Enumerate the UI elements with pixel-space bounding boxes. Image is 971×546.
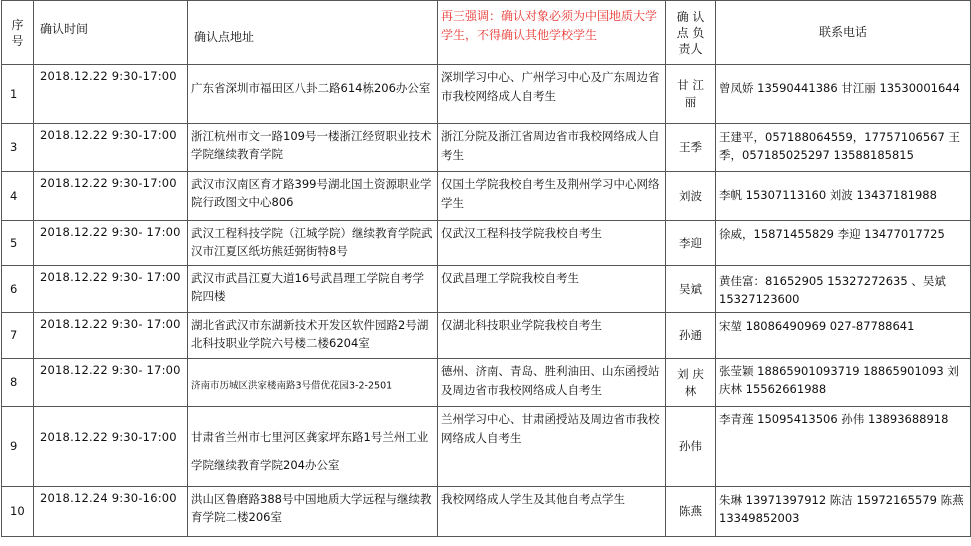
row-person: [666, 313, 716, 359]
row-time: 2018.12.22 9:30-17:00: [34, 172, 188, 221]
row-time: 2018.12.22 9:30-17:00: [34, 407, 188, 487]
table-row: [2, 487, 971, 537]
row-time: 2018.12.22 9:30-17:00: [34, 65, 188, 124]
row-address: 湖北省武汉市东湖新技术开发区软件园路2号湖北科技职业学院六号楼二楼6204室: [188, 313, 438, 359]
table-row: [2, 65, 971, 124]
row-scope: 我校网络成人学生及其他自考点学生: [438, 487, 666, 537]
row-scope: 仅武昌理工学院我校自考生: [438, 266, 666, 313]
table-row: [2, 313, 971, 359]
row-time: 2018.12.22 9:30-17:00: [34, 124, 188, 172]
row-person-text: 李迎: [679, 235, 702, 250]
row-no: 3: [2, 124, 34, 172]
row-person-text: 吴斌: [679, 281, 702, 296]
row-person-text: 孙伟: [679, 439, 702, 453]
row-time: 2018.12.22 9:30- 17:00: [34, 313, 188, 359]
row-person: [666, 65, 716, 124]
row-scope: 仅武汉工程科技学院我校自考生: [438, 221, 666, 266]
row-time: 2018.12.22 9:30- 17:00: [34, 221, 188, 266]
row-person: [666, 359, 716, 407]
row-person-text: 陈燕: [679, 504, 702, 518]
row-person: [666, 487, 716, 537]
row-phone: 张莹颖 18865901093719 18865901093 刘庆林 15562661988: [716, 359, 971, 407]
row-time: 2018.12.22 9:30- 17:00: [34, 359, 188, 407]
row-address: 武汉市汉南区育才路399号湖北国土资源职业学院行政图文中心806: [188, 172, 438, 221]
row-phone: 徐威，15871455829 李迎 13477017725: [716, 221, 971, 266]
header-no-text: 序 号: [11, 17, 24, 48]
table-row: [2, 172, 971, 221]
confirmation-table: [1, 0, 971, 537]
row-address: [188, 359, 438, 407]
table-row: [2, 266, 971, 313]
row-address-text: 济南市历城区洪家楼南路3号借优花园3-2-2501: [191, 380, 393, 392]
row-phone: 李青莲 15095413506 孙伟 13893688918: [716, 407, 971, 487]
row-no: 7: [2, 313, 34, 359]
table-row: [2, 407, 971, 487]
row-person-text: 王季: [679, 140, 702, 154]
row-scope: 浙江分院及浙江省周边省市我校网络成人自考生: [438, 124, 666, 172]
row-scope: 仅湖北科技职业学院我校自考生: [438, 313, 666, 359]
header-phone: 联系电话: [716, 1, 971, 65]
row-phone: 王建平，057188064559，17757106567 王季，057185025297 13588185815: [716, 124, 971, 172]
row-address: 广东省深圳市福田区八卦二路614栋206办公室: [188, 65, 438, 124]
row-no: 4: [2, 172, 34, 221]
row-phone: 黄佳富：81652905 15327272635 、吴斌 15327123600: [716, 266, 971, 313]
row-address: 浙江杭州市文一路109号一楼浙江经贸职业技术学院继续教育学院: [188, 124, 438, 172]
header-person: [666, 1, 716, 65]
row-phone: 李帆 15307113160 刘波 13437181988: [716, 172, 971, 221]
row-person-text: 孙通: [679, 328, 702, 342]
row-address: 甘肃省兰州市七里河区龚家坪东路1号兰州工业学院继续教育学院204办公室: [188, 407, 438, 487]
row-scope: 兰州学习中心、甘肃函授站及周边省市我校网络成人自考生: [438, 407, 666, 487]
row-scope: 深圳学习中心、广州学习中心及广东周边省市我校网络成人自考生: [438, 65, 666, 124]
table-row: [2, 124, 971, 172]
row-no: 6: [2, 266, 34, 313]
row-address: 武汉工程科技学院（江城学院）继续教育学院武汉市江夏区纸坊熊廷弼街特8号: [188, 221, 438, 266]
row-person: [666, 221, 716, 266]
row-time: 2018.12.24 9:30-16:00: [34, 487, 188, 537]
row-scope: 德州、济南、青岛、胜利油田、山东函授站及周边省市我校网络成人自考生: [438, 359, 666, 407]
row-person: [666, 266, 716, 313]
row-no: 1: [2, 65, 34, 124]
row-person: [666, 407, 716, 487]
row-no: 8: [2, 359, 34, 407]
row-person-text: 刘波: [679, 188, 702, 203]
row-time: 2018.12.22 9:30- 17:00: [34, 266, 188, 313]
header-address: 确认点地址: [188, 1, 438, 65]
row-no: 9: [2, 407, 34, 487]
row-phone: 朱琳 13971397912 陈洁 15972165579 陈燕 13349852003: [716, 487, 971, 537]
row-person-text: 刘 庆 林: [677, 366, 704, 398]
row-person-text: 甘 江 丽: [677, 78, 704, 109]
header-time: 确认时间: [34, 1, 188, 65]
header-person-text: 确 认 点 负 责人: [676, 9, 705, 56]
table-row: [2, 359, 971, 407]
row-scope: 仅国土学院我校自考生及荆州学习中心网络学生: [438, 172, 666, 221]
row-phone: 宋堃 18086490969 027-87788641: [716, 313, 971, 359]
row-no: 10: [2, 487, 34, 537]
table-row: [2, 221, 971, 266]
row-person: [666, 172, 716, 221]
row-no: 5: [2, 221, 34, 266]
row-address: 洪山区鲁磨路388号中国地质大学远程与继续教育学院二楼206室: [188, 487, 438, 537]
header-no: [2, 1, 34, 65]
row-phone: 曾凤娇 13590441386 甘江丽 13530001644: [716, 65, 971, 124]
header-note: 再三强调：确认对象必须为中国地质大学学生，不得确认其他学校学生: [438, 1, 666, 65]
row-address: 武汉市武昌江夏大道16号武昌理工学院自考学院四楼: [188, 266, 438, 313]
row-person: [666, 124, 716, 172]
header-row: [2, 1, 971, 65]
